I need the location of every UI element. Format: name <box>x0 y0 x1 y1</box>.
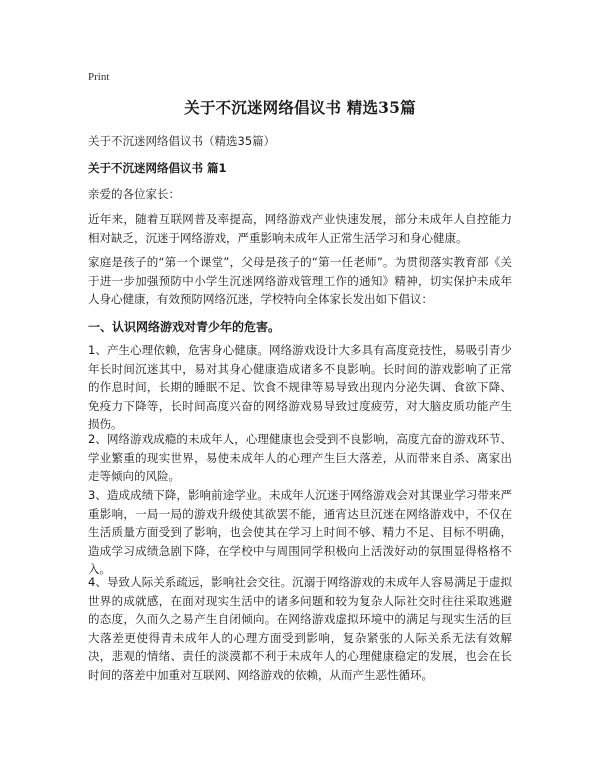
heading-dangers: 一、认识网络游戏对青少年的危害。 <box>88 320 281 334</box>
paragraph-background: 家庭是孩子的“第一个课堂”，父母是孩子的“第一任老师”。为贯彻落实教育部《关于进一步加强预防中小学生沉迷网络游戏管理工作的通知》精神，切实保护未成年人身心健康，有效预防网络沉迷，学校特向全体家长发出如下倡议： <box>88 255 512 306</box>
paragraph-point-3: 3、造成成绩下降，影响前途学业。未成年人沉迷于网络游戏会对其课业学习带来严重影响，一局一局的游戏升级使其欲罢不能，通宵达旦沉迷在网络游戏中，不仅在生活质量方面受到了影响，也会使其在学习上时间不够、精力不足、目标不明确，造成学习成绩急剧下降，在学校中与周围同学积极向上活泼好动的氛围显得格格不入。 <box>88 488 512 576</box>
paragraph-point-4: 4、导致人际关系疏远，影响社会交往。沉溺于网络游戏的未成年人容易满足于虚拟世界的成就感，在面对现实生活中的诸多问题和较为复杂人际社交时往往采取逃避的态度，久而久之易产生自闭倾向。在网络游戏虚拟环境中的满足与现实生活的巨大落差更使得青未成年人的心理方面受到影响，复杂紧张的人际关系无法有效解决，悲观的情绪、责任的淡漠都不利于未成年人的心理健康稳定的发展，也会在长时间的落差中加重对互联网、网络游戏的依赖，从而产生恶性循环。 <box>88 575 512 682</box>
paragraph-point-2: 2、网络游戏成瘾的未成年人，心理健康也会受到不良影响，高度亢奋的游戏环节、学业繁重的现实世界，易使未成年人的心理产生巨大落差，从而带来自杀、离家出走等倾向的风险。 <box>88 432 512 483</box>
subtitle: 关于不沉迷网络倡议书（精选35篇） <box>88 134 276 148</box>
print-link[interactable]: Print <box>88 71 110 83</box>
greeting: 亲爱的各位家长： <box>88 187 180 201</box>
paragraph-intro: 近年来，随着互联网普及率提高，网络游戏产业快速发展，部分未成年人自控能力相对缺乏，沉迷于网络游戏，严重影响未成年人正常生活学习和身心健康。 <box>88 212 512 245</box>
paragraph-point-1: 1、产生心理依赖，危害身心健康。网络游戏设计大多具有高度竞技性，易吸引青少年长时间沉迷其中，易对其身心健康造成诸多不良影响。长时间的游戏影响了正常的作息时间，长期的睡眠不足、饮食不规律等易导致出现内分泌失调、食欲下降、免疫力下降等，长时间高度兴奋的网络游戏易导致过度疲劳，对大脑皮质功能产生损伤。 <box>88 343 512 431</box>
section-title: 关于不沉迷网络倡议书 篇1 <box>88 161 227 175</box>
page-title: 关于不沉迷网络倡议书 精选35篇 <box>184 98 416 117</box>
